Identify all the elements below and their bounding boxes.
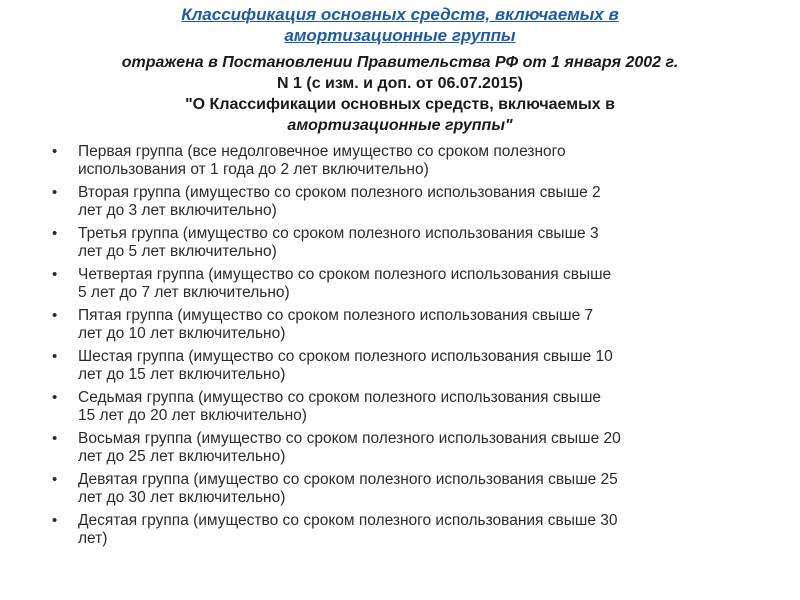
- title-link-line-2: амортизационные группы: [284, 26, 516, 45]
- list-item-line-1: Первая группа (все недолговечное имущество со сроком полезного: [78, 143, 566, 160]
- list-item-line-2: лет до 5 лет включительно): [78, 243, 277, 260]
- bullet-icon: •: [52, 307, 58, 324]
- list-item-line-2: лет до 3 лет включительно): [78, 202, 277, 219]
- list-item-line-1: Пятая группа (имущество со сроком полезного использования свыше 7: [78, 307, 594, 324]
- list-item-line-2: лет): [78, 530, 108, 547]
- list-item: [52, 348, 758, 384]
- bullet-icon: •: [52, 348, 58, 365]
- bullet-icon: •: [52, 143, 58, 160]
- title-link[interactable]: [40, 4, 760, 46]
- list-item-line-2: лет до 10 лет включительно): [78, 325, 286, 342]
- bullet-icon: •: [52, 512, 58, 529]
- depreciation-group-list: [52, 143, 758, 553]
- bullet-icon: •: [52, 225, 58, 242]
- subtitle-line-4: амортизационные группы": [287, 117, 513, 134]
- bullet-icon: •: [52, 430, 58, 447]
- list-item: [52, 430, 758, 466]
- list-item: [52, 184, 758, 220]
- list-item-line-2: 15 лет до 20 лет включительно): [78, 407, 307, 424]
- list-item-line-2: 5 лет до 7 лет включительно): [78, 284, 290, 301]
- list-item: [52, 307, 758, 343]
- list-item-line-1: Шестая группа (имущество со сроком полезного использования свыше 10: [78, 348, 613, 365]
- title-link-line-1: Классификация основных средств, включаемых в: [181, 5, 619, 24]
- list-item: [52, 512, 758, 548]
- list-item-line-2: лет до 15 лет включительно): [78, 366, 286, 383]
- list-item: [52, 225, 758, 261]
- list-item-line-1: Седьмая группа (имущество со сроком полезного использования свыше: [78, 389, 602, 406]
- list-item: [52, 266, 758, 302]
- list-item: [52, 389, 758, 425]
- list-item: [52, 143, 758, 179]
- subtitle-line-1: отражена в Постановлении Правительства РФ от 1 января 2002 г.: [121, 54, 679, 71]
- subtitle-line-2-text: N 1 (с изм. и доп. от 06.07.2015): [277, 75, 523, 92]
- subtitle-line-2: [40, 73, 760, 94]
- bullet-icon: •: [52, 471, 58, 488]
- list-item-line-1: Восьмая группа (имущество со сроком полезного использования свыше 20: [78, 430, 621, 447]
- bullet-icon: •: [52, 184, 58, 201]
- bullet-icon: •: [52, 266, 58, 283]
- list-item-line-1: Третья группа (имущество со сроком полезного использования свыше 3: [78, 225, 599, 242]
- list-item-line-1: Четвертая группа (имущество со сроком полезного использования свыше: [78, 266, 612, 283]
- list-item: [52, 471, 758, 507]
- list-item-line-1: Девятая группа (имущество со сроком полезного использования свыше 25: [78, 471, 618, 488]
- bullet-icon: •: [52, 389, 58, 406]
- list-item-line-2: лет до 30 лет включительно): [78, 489, 286, 506]
- slide-heading: [40, 4, 760, 136]
- subtitle-line-3: [40, 94, 760, 115]
- list-item-line-2: использования от 1 года до 2 лет включительно): [78, 161, 429, 178]
- list-item-line-1: Десятая группа (имущество со сроком полезного использования свыше 30: [78, 512, 618, 529]
- list-item-line-2: лет до 25 лет включительно): [78, 448, 286, 465]
- list-item-line-1: Вторая группа (имущество со сроком полезного использования свыше 2: [78, 184, 601, 201]
- subtitle-line-3-text: "О Классификации основных средств, включаемых в: [185, 96, 615, 113]
